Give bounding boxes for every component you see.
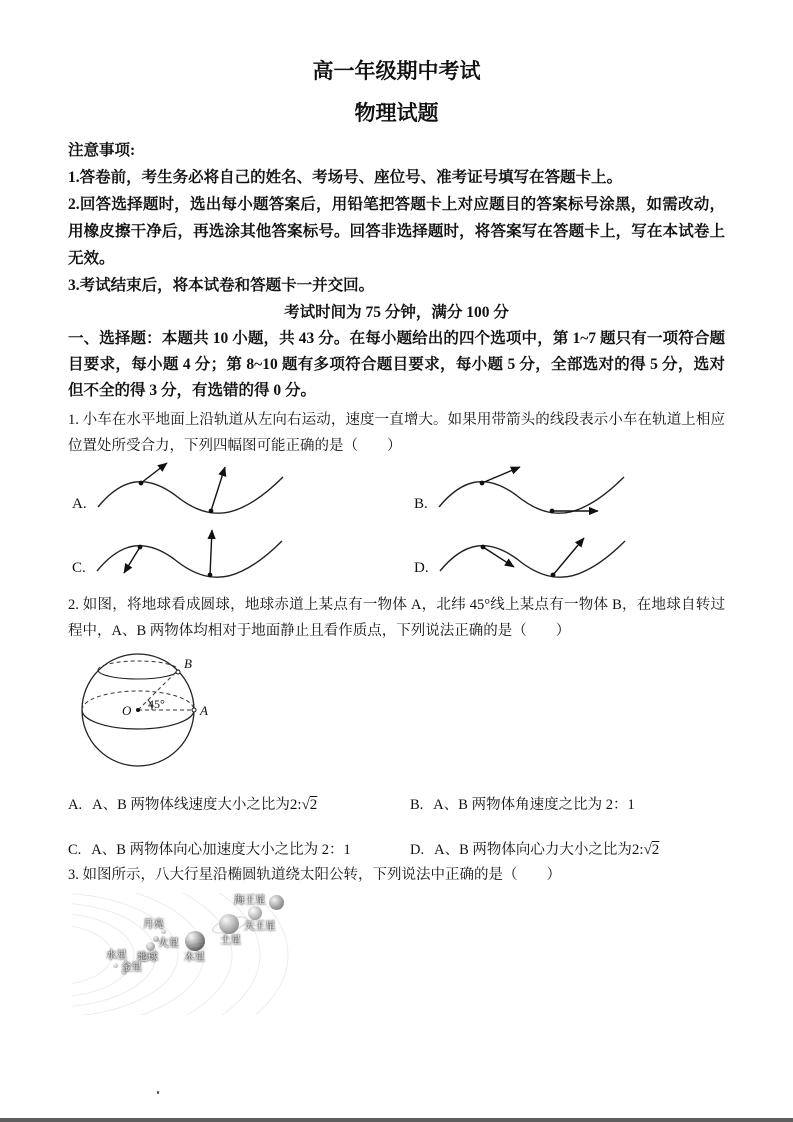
neptune-label: 海王星	[234, 895, 266, 906]
earth-planet	[146, 942, 155, 951]
force-arrow	[141, 463, 167, 483]
mars-label: 火星	[158, 938, 179, 949]
scan-artifact-dot	[157, 1091, 159, 1094]
page-bottom-edge	[0, 1118, 793, 1122]
q2-option-B-text: A、B 两物体角速度之比为 2：1	[433, 797, 635, 813]
sqrt-sign: √	[643, 842, 652, 858]
q1-panel-B-label: B.	[414, 496, 428, 512]
q1-figure-B	[434, 461, 629, 525]
question-3-text: 3. 如图所示，八大行星沿椭圆轨道绕太阳公转，下列说法中正确的是（ ）	[68, 867, 561, 883]
q1-figure-A	[93, 461, 288, 525]
q1-panel-A	[68, 461, 410, 525]
label-O: O	[122, 703, 132, 718]
q2-option-B-key: B.	[410, 797, 424, 813]
q2-option-D-key: D.	[410, 842, 425, 858]
mercury-planet	[113, 963, 118, 968]
q1-panel-A-label: A.	[72, 496, 87, 512]
question-2-text: 2. 如图，将地球看成圆球，地球赤道上某点有一物体 A，北纬 45°线上某点有一物体 B，在地球自转过程中，A、B 两物体均相对于地面静止且看作质点，下列说法正确的是（ ）	[68, 597, 725, 639]
q2-option-D-math: 2:√2	[631, 842, 660, 858]
q2-option-C-text: A、B 两物体向心加速度大小之比为 2：1	[91, 842, 351, 858]
uranus-planet	[248, 906, 262, 920]
force-arrow	[211, 467, 225, 511]
saturn-label: 土星	[220, 935, 241, 946]
section1-header: 一、选择题：本题共 10 小题，共 43 分。在每小题给出的四个选项中，第 1~7 题只有一项符合题目要求，每小题 4 分；第 8~10 题有多项符合题目要求，每小题 5 分，全部选对的得 5 分，选对但不全的得 3 分，有选错的得 0 分。	[68, 330, 725, 399]
label-A: A	[200, 703, 208, 718]
solar-system-figure	[72, 893, 290, 1015]
q2-option-B	[410, 793, 725, 814]
equator-back	[82, 691, 194, 710]
exam-duration-info: 考试时间为 75 分钟，满分 100 分	[284, 304, 509, 321]
q2-option-C-key: C.	[68, 842, 82, 858]
q1-panel-B	[410, 461, 725, 525]
q2-option-C	[68, 838, 410, 859]
question-1-figures	[68, 461, 725, 589]
track-curve	[98, 477, 283, 513]
notice-header: 注意事项:	[68, 142, 136, 159]
venus-label: 金星	[121, 962, 142, 973]
question-1-text: 1. 小车在水平地面上沿轨道从左向右运动，速度一直增大。如果用带箭头的线段表示小车在轨道上相应位置处所受合力，下列四幅图可能正确的是（ ）	[68, 412, 725, 454]
label-B: B	[184, 656, 192, 671]
point-B-marker	[176, 670, 180, 674]
track-curve	[439, 477, 624, 513]
q2-option-A	[68, 793, 410, 814]
neptune-planet	[269, 895, 284, 910]
notice-item-1: 1.答卷前，考生务必将自己的姓名、考场号、座位号、准考证号填写在答题卡上。	[68, 169, 623, 186]
q1-figure-D	[435, 525, 630, 589]
uranus-label: 天王星	[244, 921, 276, 932]
earth-sphere-figure	[76, 648, 214, 776]
earth-label: 地球	[137, 952, 158, 963]
notice-item-3: 3.考试结束后，将本试卷和答题卡一并交回。	[68, 277, 375, 294]
latitude45-front	[98, 670, 178, 679]
exam-subtitle: 物理试题	[354, 101, 439, 125]
jupiter-label: 木星	[184, 952, 205, 963]
q2-option-A-text: A、B 两物体线速度大小之比为	[92, 797, 290, 813]
force-arrow	[483, 547, 514, 567]
q1-panel-C	[68, 525, 410, 589]
mercury-label: 水星	[106, 950, 127, 961]
question-2-options	[68, 793, 725, 859]
force-arrow	[210, 530, 212, 575]
q2-option-A-key: A.	[68, 797, 83, 813]
label-45deg: 45°	[148, 697, 165, 711]
center-point-O	[136, 708, 140, 712]
moon-label: 月亮	[143, 919, 164, 930]
force-arrow	[482, 467, 520, 483]
q1-panel-D	[410, 525, 725, 589]
q2-option-D	[410, 838, 725, 859]
saturn-planet	[219, 914, 239, 934]
notice-item-2: 2.回答选择题时，选出每小题答案后，用铅笔把答题卡上对应题目的答案标号涂黑，如需改动，用橡皮擦干净后，再选涂其他答案标号。回答非选择题时，将答案写在答题卡上，写在本试卷上无效。	[68, 196, 725, 267]
jupiter-planet	[185, 931, 205, 951]
latitude45-back	[98, 661, 178, 670]
exam-title: 高一年级期中考试	[312, 59, 481, 83]
point-A-marker	[192, 708, 196, 712]
q1-panel-C-label: C.	[72, 560, 86, 576]
track-curve	[440, 541, 625, 577]
force-arrow	[553, 538, 584, 575]
q2-option-A-math: 2:√2	[289, 797, 318, 813]
q1-panel-D-label: D.	[414, 560, 429, 576]
q1-figure-C	[92, 525, 287, 589]
equator-front	[82, 710, 194, 729]
sqrt-sign: √	[301, 797, 310, 813]
force-arrow	[124, 547, 140, 573]
q2-option-D-text: A、B 两物体向心力大小之比为	[434, 842, 632, 858]
question-2-figure	[76, 648, 725, 781]
